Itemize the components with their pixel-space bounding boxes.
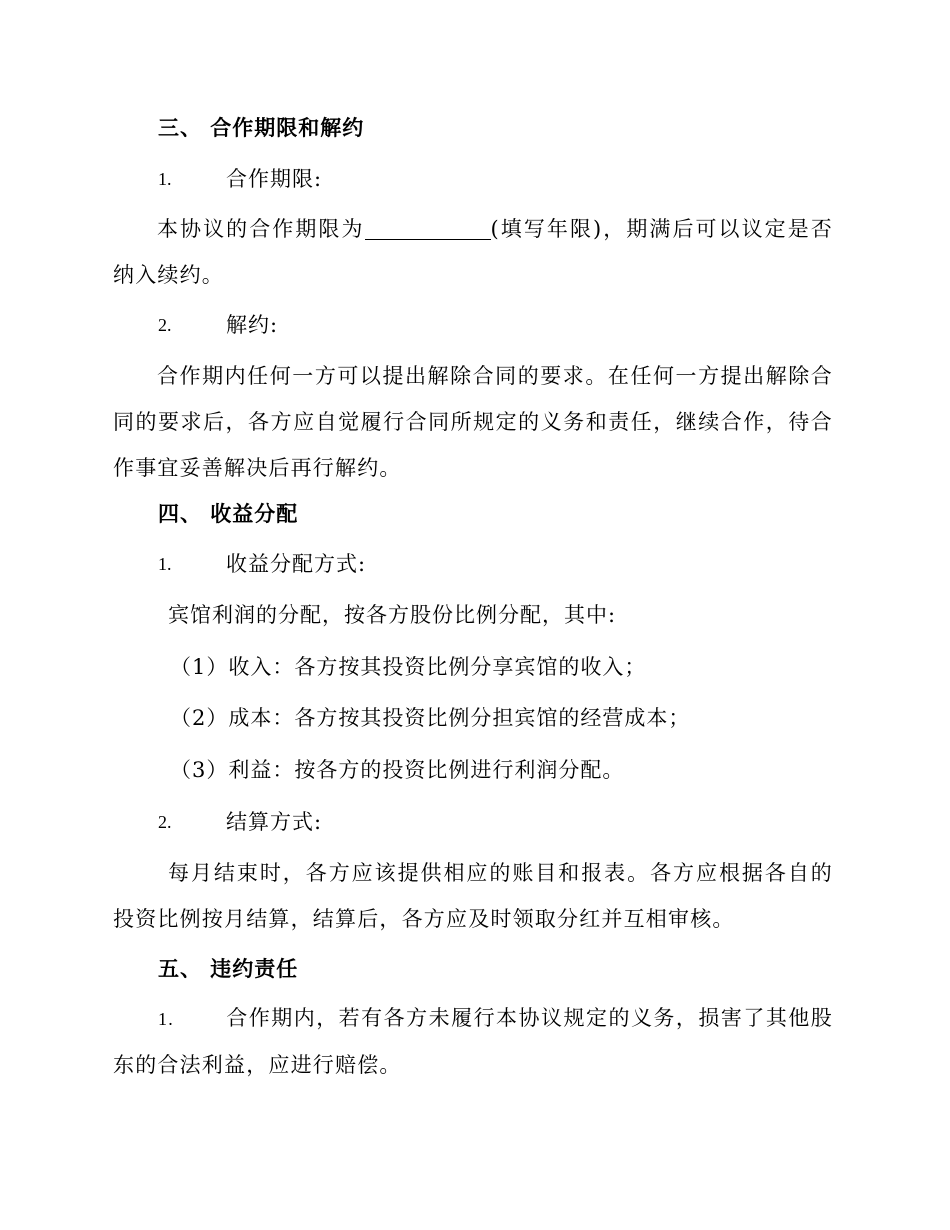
item-label-distribution: 收益分配方式: — [226, 552, 367, 576]
list-item: （3）利益：按各方的投资比例进行利润分配。 — [170, 758, 625, 782]
list-item: （1）收入：各方按其投资比例分享宾馆的收入； — [170, 655, 647, 679]
section-heading-3: 三、 合作期限和解约 — [158, 115, 365, 140]
paragraph-breach-text: 合作期内，若有各方未履行本协议规定的义务，损害了其他股东的合法利益，应进行赔偿。 — [113, 1006, 833, 1077]
item-number: 2. — [158, 812, 172, 832]
paragraph-term-text-b: (填写年限)，期满后可以议定是否纳入续约。 — [113, 217, 833, 287]
item-label-term: 合作期限: — [226, 167, 323, 191]
list-item: （2）成本：各方按其投资比例分担宾馆的经营成本； — [170, 706, 691, 730]
item-label-settlement: 结算方式: — [226, 810, 323, 834]
distribution-intro: 宾馆利润的分配，按各方股份比例分配，其中: — [168, 603, 617, 627]
paragraph-settlement: 每月结束时，各方应该提供相应的账目和报表。各方应根据各自的投资比例按月结算，结算后，各方应及时领取分红并互相审核。 — [113, 861, 833, 931]
paragraph-termination: 合作期内任何一方可以提出解除合同的要求。在任何一方提出解除合同的要求后，各方应自觉履行合同所规定的义务和责任，继续合作，待合作事宜妥善解决后再行解约。 — [113, 364, 833, 480]
item-label-termination: 解约: — [226, 313, 279, 337]
paragraph-breach — [113, 995, 833, 1088]
section-heading-5: 五、 违约责任 — [158, 956, 299, 981]
item-number: 2. — [158, 315, 172, 335]
fill-in-blank — [365, 219, 491, 240]
section-heading-4: 四、 收益分配 — [158, 501, 299, 526]
item-number: 1. — [158, 169, 172, 189]
item-number: 1. — [158, 1009, 174, 1029]
item-number: 1. — [158, 554, 172, 574]
paragraph-term-text-a: 本协议的合作期限为 — [157, 217, 365, 241]
paragraph-term — [113, 206, 833, 298]
